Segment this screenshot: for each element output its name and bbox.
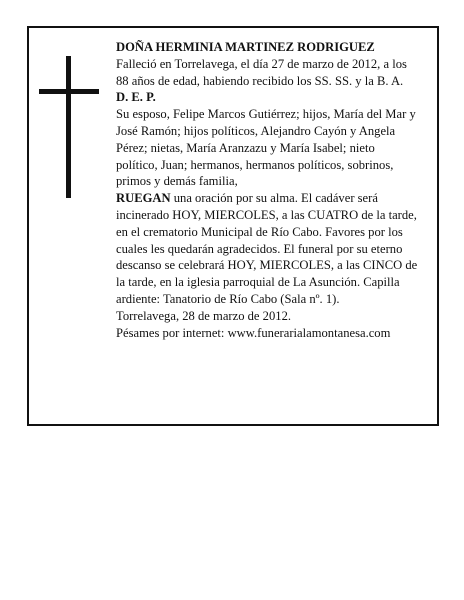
- ruegan-text: una oración por su alma. El cadáver será incinerado HOY, MIERCOLES, a las CUATRO de la tarde, en el crematorio Municipal de Río Cabo. Favores por los cuales les quedarán agradecidos. El funeral por su eterno descanso se celebrará HOY, MIERCOLES, a las CINCO de la tarde, en la iglesia parroquial de La Asunción. Capilla ardiente: Tanatorio de Río Cabo (Sala nº. 1).: [116, 191, 418, 306]
- family-list: Su esposo, Felipe Marcos Gutiérrez; hijos, María del Mar y José Ramón; hijos políticos, Alejandro Cayón y Angela Pérez; nietas, María Aranzazu y María Isabel; nieto político, Juan; hermanos, hermanos políticos, sobrinos, primos y demás familia,: [116, 107, 416, 189]
- notice-text: [116, 39, 418, 341]
- cross-icon: [39, 56, 99, 198]
- condolences-line: Pésames por internet: www.funerarialamontanesa.com: [116, 325, 391, 340]
- death-statement: Falleció en Torrelavega, el día 27 de marzo de 2012, a los 88 años de edad, habiendo recibido los SS. SS. y la B. A.: [116, 56, 407, 88]
- cross-vertical-bar: [66, 56, 71, 198]
- dep-line: D. E. P.: [116, 90, 156, 105]
- cross-horizontal-bar: [39, 89, 99, 94]
- deceased-name: DOÑA HERMINIA MARTINEZ RODRIGUEZ: [116, 40, 375, 54]
- obituary-notice: [27, 26, 439, 426]
- ruegan-paragraph: [116, 190, 418, 308]
- place-date: Torrelavega, 28 de marzo de 2012.: [116, 308, 292, 323]
- ruegan-word: RUEGAN: [116, 191, 171, 206]
